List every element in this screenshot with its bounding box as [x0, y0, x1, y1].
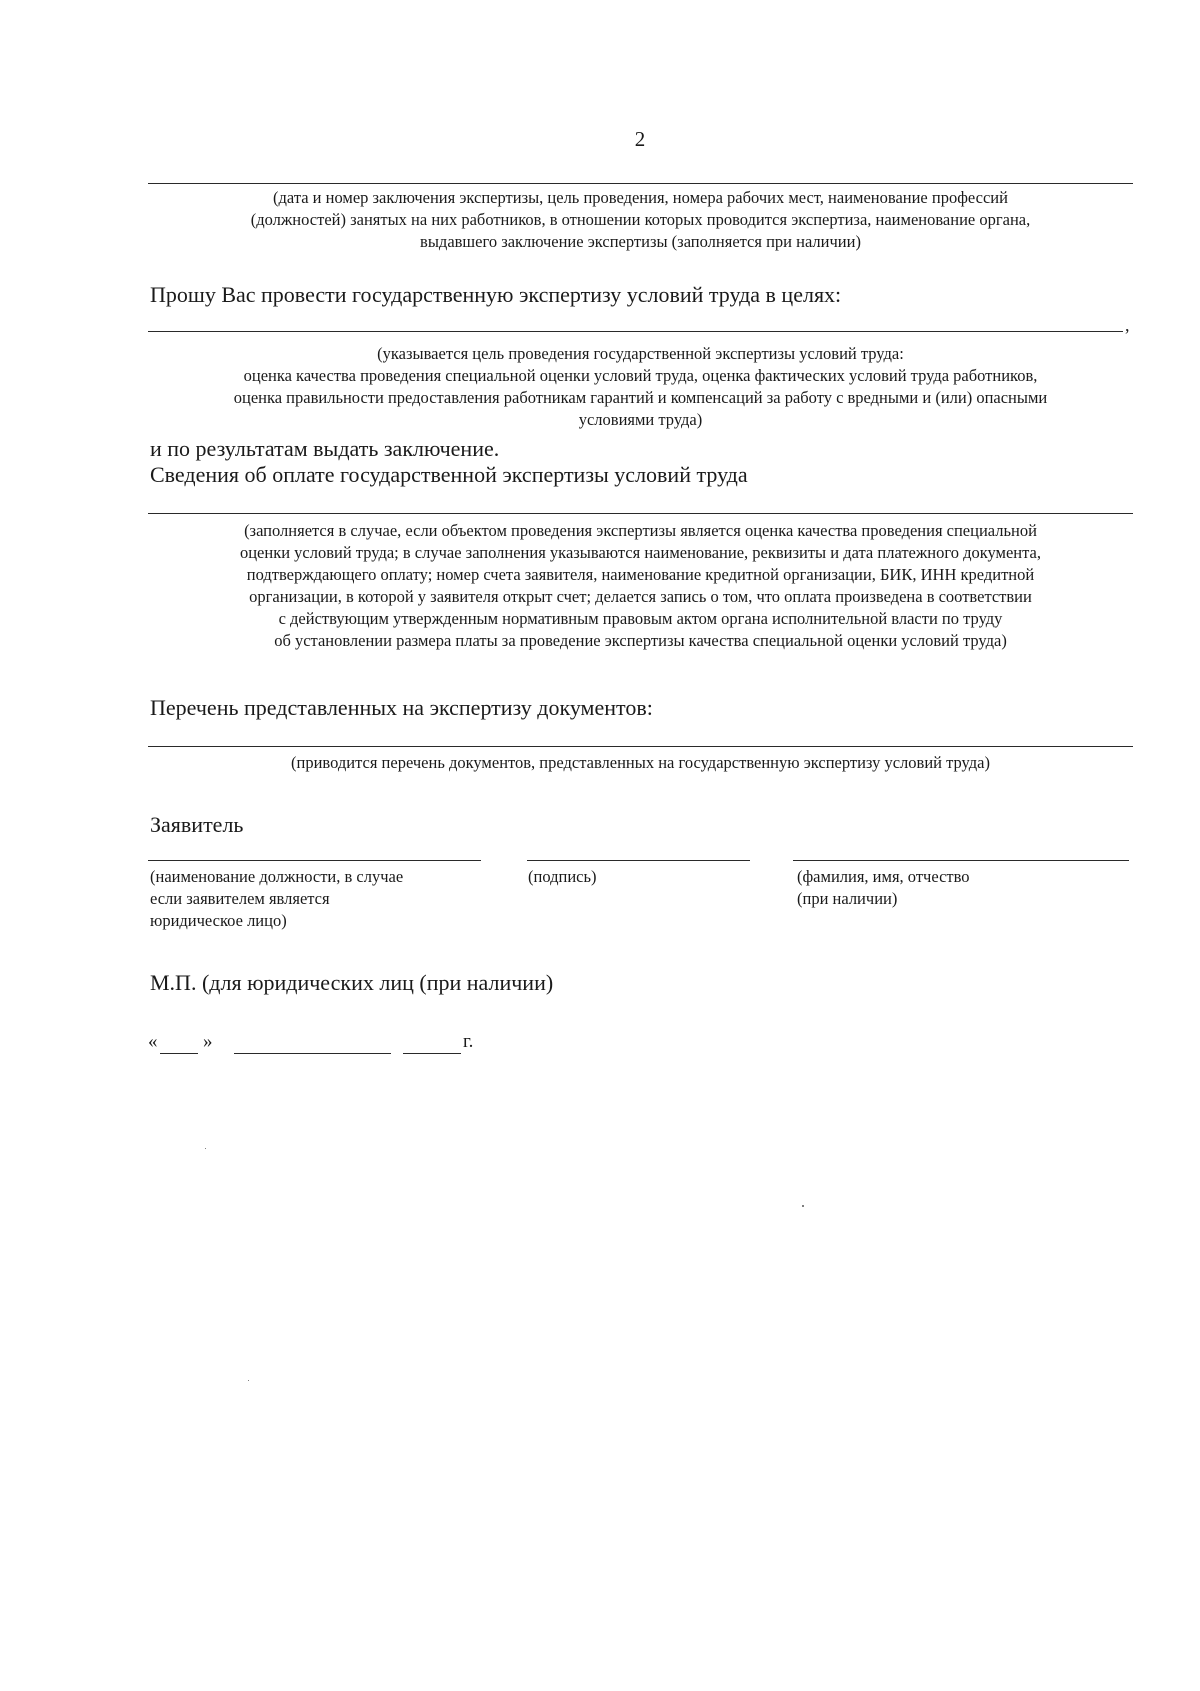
caption-line: оценки условий труда; в случае заполнения указываются наименование, реквизиты и дата платежного документа,	[239, 543, 1042, 562]
signature-caption: (подпись)	[528, 867, 597, 886]
expertise-conclusion-blank-line	[148, 183, 1133, 184]
close-quote: »	[203, 1031, 213, 1052]
result-line: и по результатам выдать заключение.	[150, 436, 500, 461]
caption-line: (указывается цель проведения государственной экспертизы условий труда:	[377, 344, 904, 363]
payment-line: Сведения об оплате государственной экспертизы условий труда	[150, 462, 748, 487]
open-quote: «	[148, 1031, 158, 1052]
goal-line-comma: ,	[1125, 315, 1130, 335]
payment-caption	[148, 520, 1133, 652]
documents-line: Перечень представленных на экспертизу документов:	[150, 695, 653, 720]
caption-line: оценка качества проведения специальной оценки условий труда, оценка фактических условий труда работников,	[243, 366, 1038, 385]
name-blank-line	[793, 860, 1129, 861]
signature-blank-line	[527, 860, 750, 861]
caption-line: (фамилия, имя, отчество	[797, 867, 970, 886]
caption-line: организации, в которой у заявителя открыт счет; делается запись о том, что оплата произведена в соответствии	[249, 587, 1032, 606]
goal-blank-line	[148, 331, 1123, 332]
page-number: 2	[634, 127, 646, 151]
position-caption	[150, 866, 403, 932]
documents-caption: (приводится перечень документов, представленных на государственную экспертизу условий труда)	[291, 753, 990, 772]
scan-speck	[205, 1148, 206, 1149]
caption-line: выдавшего заключение экспертизы (заполняется при наличии)	[420, 232, 861, 251]
documents-blank-line	[148, 746, 1133, 747]
year-suffix: г.	[463, 1031, 474, 1052]
year-blank	[403, 1053, 461, 1054]
month-blank	[234, 1053, 391, 1054]
date-line	[148, 1031, 488, 1059]
scan-speck	[248, 1380, 249, 1381]
applicant-label: Заявитель	[150, 812, 244, 837]
caption-line: с действующим утвержденным нормативным правовым актом органа исполнительной власти по труду	[278, 609, 1003, 628]
expertise-conclusion-caption	[148, 187, 1133, 253]
caption-line: условиями труда)	[578, 410, 703, 429]
payment-blank-line	[148, 513, 1133, 514]
position-blank-line	[148, 860, 481, 861]
caption-line: юридическое лицо)	[150, 911, 287, 930]
caption-line: если заявителем является	[150, 889, 330, 908]
caption-line: (при наличии)	[797, 889, 898, 908]
caption-line: (заполняется в случае, если объектом проведения экспертизы является оценка качества проведения специальной	[244, 521, 1037, 540]
goal-caption	[148, 343, 1133, 431]
caption-line: оценка правильности предоставления работникам гарантий и компенсаций за работу с вредными и (или) опасными	[233, 388, 1048, 407]
scan-speck	[802, 1205, 804, 1207]
name-caption	[797, 866, 970, 910]
day-blank	[160, 1053, 198, 1054]
request-line: Прошу Вас провести государственную экспертизу условий труда в целях:	[150, 282, 842, 307]
seal-line: М.П. (для юридических лиц (при наличии)	[150, 970, 554, 995]
caption-line: подтверждающего оплату; номер счета заявителя, наименование кредитной организации, БИК, ИНН кредитной	[246, 565, 1035, 584]
caption-line: (дата и номер заключения экспертизы, цель проведения, номера рабочих мест, наименование профессий	[273, 188, 1008, 207]
caption-line: (наименование должности, в случае	[150, 867, 404, 886]
caption-line: об установлении размера платы за проведение экспертизы качества специальной оценки условий труда)	[274, 631, 1007, 650]
caption-line: (должностей) занятых на них работников, в отношении которых проводится экспертиза, наименование органа,	[250, 210, 1031, 229]
